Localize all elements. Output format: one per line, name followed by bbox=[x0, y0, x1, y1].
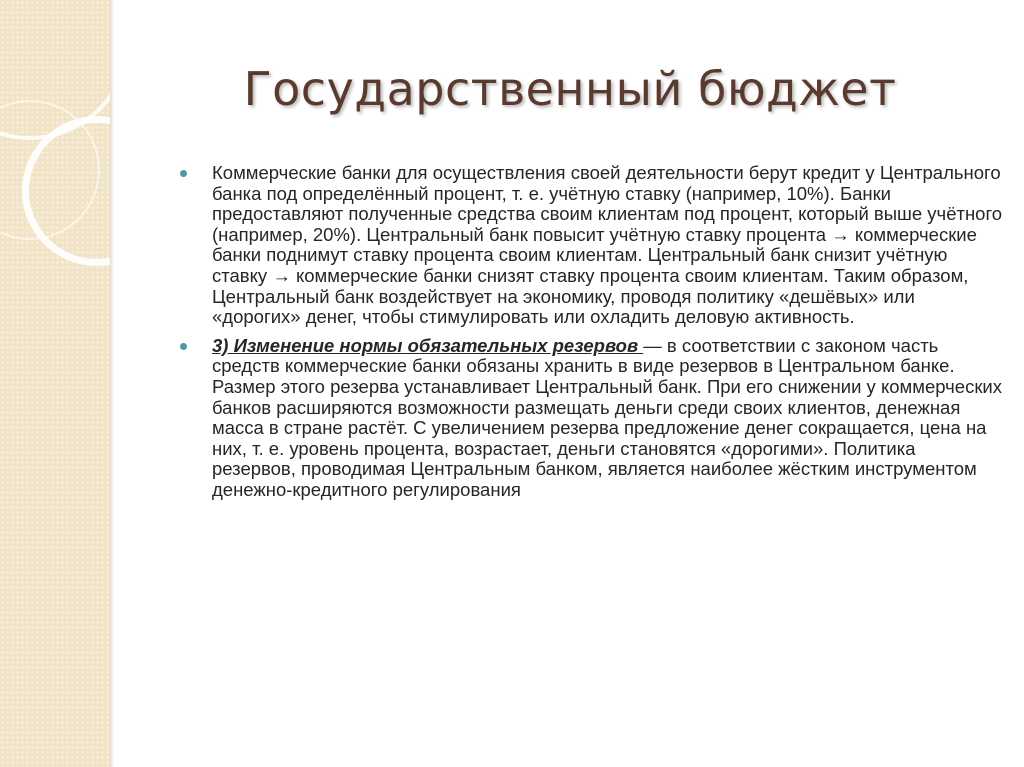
bullet-lead-heading: 3) Изменение нормы обязательных резервов bbox=[212, 334, 644, 356]
bullet-dot-icon bbox=[180, 343, 187, 350]
side-band-shadow bbox=[110, 0, 114, 767]
slide-body bbox=[178, 163, 1003, 509]
bullet-paragraph bbox=[178, 163, 1003, 328]
bullet-text: Коммерческие банки для осуществления своей деятельности берут кредит у Центрального банка под определённый процент, т. е. учётную ставку (например, 10%). Банки предоставляют полученные средства своим клиентам под процент, который выше учётного (например, 20%). Центральный банк повысит учётную ставку процента → коммерческие банки поднимут ставку процента своим клиентам. Центральный банк снизит учётную ставку → коммерческие банки снизят ставку процента своим клиентам. Таким образом, Центральный банк воздействует на экономику, проводя политику «дешёвых» или «дорогих» денег, чтобы стимулировать или охладить деловую активность. bbox=[212, 162, 1003, 328]
bullet-text: — в соответствии с законом часть средств коммерческие банки обязаны хранить в виде резервов в Центральном банке. Размер этого резерва устанавливает Центральный банк. При его снижении у коммерческих банков расширяются возможности размещать деньги среди своих клиентов, денежная масса в стране растёт. С увеличением резерва предложение денег сокращается, цена на них, т. е. уровень процента, возрастает, деньги становятся «дорогими». Политика резервов, проводимая Центральным банком, является наиболее жёстким инструментом денежно-кредитного регулирования bbox=[212, 334, 1002, 500]
decorative-side-band bbox=[0, 0, 110, 767]
bullet-dot-icon bbox=[180, 170, 187, 177]
slide-title: Государственный бюджет bbox=[243, 62, 897, 116]
bullet-paragraph bbox=[178, 336, 1003, 501]
